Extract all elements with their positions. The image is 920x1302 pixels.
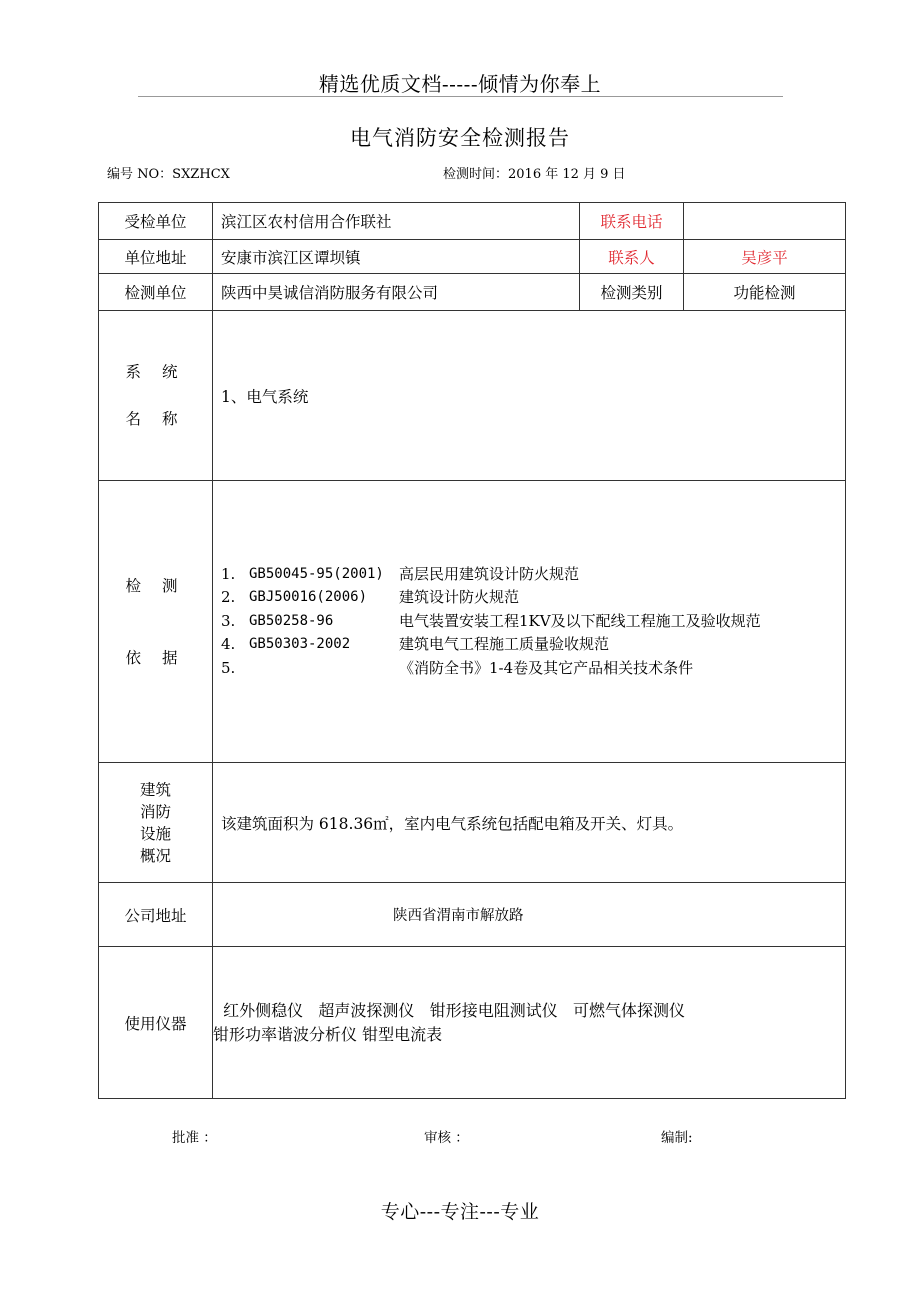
standard-number: 5.: [221, 658, 236, 677]
facility-label: [99, 763, 213, 883]
table-row: [99, 274, 846, 311]
standard-number: 1.: [221, 564, 236, 583]
contact-label: 联系人: [580, 240, 684, 274]
instruments-line1: 红外侧稳仪 超声波探测仪 钳形接电阻测试仪 可燃气体探测仪: [213, 1000, 685, 1020]
system-name-label-line2: 名 称: [125, 409, 186, 428]
table-row: [99, 763, 846, 883]
table-row: [99, 311, 846, 481]
standard-description: 《消防全书》1-4卷及其它产品相关技术条件: [399, 658, 694, 677]
basis-label: [99, 481, 213, 763]
standard-code: GB50258-96: [249, 612, 334, 629]
instruments-line2: 钳形功率谐波分析仪 钳型电流表: [213, 1024, 443, 1044]
system-name-label-line1: 系 统: [125, 362, 186, 381]
phone-value: [684, 203, 846, 240]
company-address-value: 陕西省渭南市解放路: [213, 883, 846, 947]
standard-number: 2.: [221, 588, 236, 607]
standard-item: [221, 657, 845, 681]
report-number: 编号 NO：SXZHCX: [107, 167, 230, 182]
standards-list: [213, 563, 845, 681]
contact-value: 吴彦平: [684, 240, 846, 274]
standard-description: 高层民用建筑设计防火规范: [399, 564, 580, 583]
report-table: [98, 202, 846, 1099]
facility-label-line: 概况: [139, 846, 171, 865]
standard-description: 建筑设计防火规范: [399, 588, 520, 607]
table-row: [99, 481, 846, 763]
review-signature: 审核 ：: [424, 1130, 469, 1146]
footer-slogan: 专心---专注---专业: [380, 1201, 540, 1223]
testing-unit-label: 检测单位: [99, 274, 213, 311]
facility-label-line: 建筑: [139, 780, 171, 799]
standard-item: [221, 610, 845, 634]
address-label: 单位地址: [99, 240, 213, 274]
standard-number: 4.: [221, 635, 236, 654]
company-address-label: 公司地址: [99, 883, 213, 947]
instruments-label: 使用仪器: [99, 947, 213, 1099]
system-name-label: [99, 311, 213, 481]
standard-item: [221, 563, 845, 587]
system-name-value: 1、电气系统: [213, 311, 846, 481]
standard-code: GB50303-2002: [249, 636, 351, 653]
inspected-unit-value: 滨江区农村信用合作联社: [213, 203, 580, 240]
inspection-date: 检测时间：2016 年 12 月 9 日: [443, 167, 626, 182]
facility-label-line: 设施: [139, 824, 171, 843]
category-value: 功能检测: [684, 274, 846, 311]
facility-value: 该建筑面积为 618.36㎡，室内电气系统包括配电箱及开关、灯具。: [213, 763, 846, 883]
standard-code: GB50045-95(2001): [249, 565, 384, 582]
instruments-value: [213, 947, 846, 1099]
phone-label: 联系电话: [580, 203, 684, 240]
report-title: 电气消防安全检测报告: [350, 126, 570, 150]
basis-label-line1: 检 测: [125, 576, 186, 595]
facility-label-line: 消防: [139, 802, 171, 821]
table-row: [99, 947, 846, 1099]
header-divider: [138, 96, 783, 97]
standard-number: 3.: [221, 611, 236, 630]
table-row: [99, 203, 846, 240]
testing-unit-value: 陕西中昊诚信消防服务有限公司: [213, 274, 580, 311]
prepared-signature: 编制:: [661, 1130, 693, 1146]
standards-cell: [213, 481, 846, 763]
header-banner: 精选优质文档-----倾情为你奉上: [318, 72, 602, 96]
category-label: 检测类别: [580, 274, 684, 311]
inspected-unit-label: 受检单位: [99, 203, 213, 240]
standard-description: 电气装置安装工程1KV及以下配线工程施工及验收规范: [399, 611, 761, 630]
table-row: [99, 240, 846, 274]
table-row: [99, 883, 846, 947]
address-value: 安康市滨江区谭坝镇: [213, 240, 580, 274]
basis-label-line2: 依 据: [125, 648, 186, 667]
standard-code: GBJ50016(2006): [249, 589, 368, 606]
standard-item: [221, 633, 845, 657]
standard-item: [221, 586, 845, 610]
standard-description: 建筑电气工程施工质量验收规范: [399, 635, 610, 654]
approve-signature: 批准 ：: [172, 1130, 217, 1146]
